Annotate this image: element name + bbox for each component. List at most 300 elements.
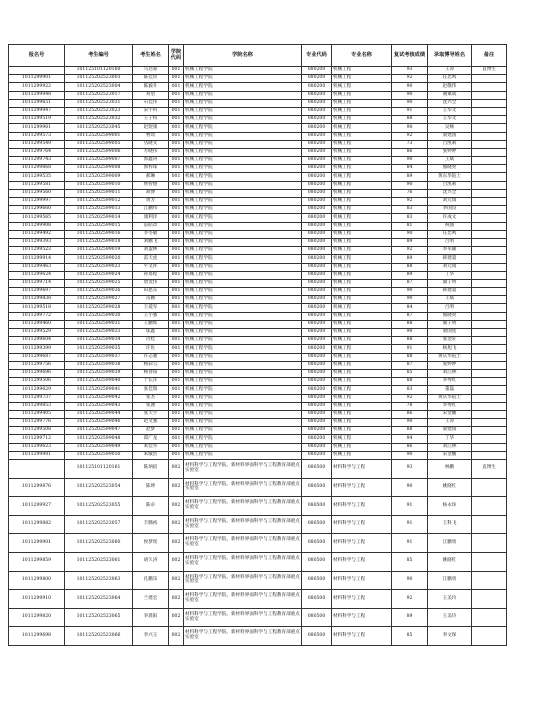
table-cell: 陈卓 (133, 497, 169, 516)
table-cell (472, 255, 507, 263)
table-cell: 001 (169, 443, 184, 451)
table-cell: 机械工程学院 (184, 140, 302, 148)
table-cell: 王华文 (428, 116, 472, 124)
table-cell: 姚晓红 (428, 552, 472, 571)
table-row (9, 329, 507, 337)
table-cell (472, 181, 507, 189)
table-cell: 杨永珍 (428, 497, 472, 516)
table-cell: 李国良 (428, 206, 472, 214)
table-cell (472, 263, 507, 271)
table-cell: 101125202599034 (65, 337, 133, 345)
table-cell: 90 (392, 296, 428, 304)
table-cell: 101125202599010 (65, 181, 133, 189)
table-cell: 080200 (302, 247, 332, 255)
table-row (9, 132, 507, 140)
table-cell: 1011299393 (9, 238, 65, 246)
table-cell: 90 (392, 83, 428, 91)
table-cell: 王斌 (428, 157, 472, 165)
table-cell: 郭鑫涛 (133, 157, 169, 165)
table-cell: 1011299859 (9, 552, 65, 571)
table-cell: 机械工程学院 (184, 107, 302, 115)
table-cell: 1011299737 (9, 394, 65, 402)
table-cell: 吴畅 (428, 124, 472, 132)
table-cell: 080200 (302, 320, 332, 328)
table-cell (472, 320, 507, 328)
table-cell: 江鹏勇 (428, 534, 472, 553)
table-cell: 90 (392, 451, 428, 459)
table-cell: 001 (169, 107, 184, 115)
table-cell: 方晓伟 (133, 148, 169, 156)
table-cell: 001 (169, 353, 184, 361)
table-row (9, 296, 507, 304)
table-cell: 88 (392, 263, 428, 271)
table-cell: 1011299997 (9, 198, 65, 206)
table-cell: 080200 (302, 132, 332, 140)
table-cell: 080500 (302, 552, 332, 571)
column-header: 录取博导姓名 (428, 45, 472, 67)
table-cell: 机械工程 (332, 230, 392, 238)
table-cell: 机械工程学院 (184, 361, 302, 369)
table-row (9, 427, 507, 435)
table-cell: 江鹏伟 (133, 206, 169, 214)
table-cell: 兰建宏 (133, 590, 169, 609)
table-cell: 郭梓琛 (133, 165, 169, 173)
table-cell (472, 271, 507, 279)
table-cell: 机械工程 (332, 296, 392, 304)
table-cell: 90 (392, 124, 428, 132)
table-cell: 材料科学与工程 (332, 534, 392, 553)
table-cell (472, 608, 507, 627)
table-cell: 93 (392, 460, 428, 479)
table-cell: 陈炳宿 (133, 460, 169, 479)
table-cell: 101125202599043 (65, 402, 133, 410)
table-row (9, 198, 507, 206)
table-cell: 祝强 (428, 222, 472, 230)
table-cell: 材料科学与工程 (332, 571, 392, 590)
table-cell: 1011299772 (9, 312, 65, 320)
table-row (9, 288, 507, 296)
table-cell (472, 329, 507, 337)
table-cell: 080200 (302, 107, 332, 115)
table-cell: 101125202599018 (65, 238, 133, 246)
table-cell: 梁建国 (428, 132, 472, 140)
table-cell (472, 534, 507, 553)
table-cell: 080200 (302, 329, 332, 337)
table-cell: 李冬敏 (133, 230, 169, 238)
table-cell: 89 (392, 238, 428, 246)
table-cell: 101125202599019 (65, 247, 133, 255)
table-cell (472, 247, 507, 255)
table-cell (472, 312, 507, 320)
table-cell: 机械工程 (332, 206, 392, 214)
table-cell: 沈兴全 (428, 189, 472, 197)
table-cell: 101125202523004 (65, 83, 133, 91)
table-cell: 机械工程学院 (184, 263, 302, 271)
table-cell: 001 (169, 320, 184, 328)
table-cell: 王爱军 (133, 304, 169, 312)
table-cell (472, 478, 507, 497)
table-cell: 黄庆华院士 (428, 394, 472, 402)
table-cell: 机械工程学院 (184, 271, 302, 279)
table-cell: 101125202599031 (65, 320, 133, 328)
table-cell: 雷天虎 (133, 255, 169, 263)
table-cell (472, 189, 507, 197)
table-cell: 87 (392, 312, 428, 320)
table-cell: 王涛 (428, 67, 472, 75)
table-cell: 101125202523045 (65, 124, 133, 132)
table-cell: 101125101120160 (65, 67, 133, 75)
table-cell: 机械工程学院 (184, 132, 302, 140)
table-cell: 1011299696 (9, 369, 65, 377)
table-cell: 101125202599025 (65, 279, 133, 287)
table-cell: 080500 (302, 608, 332, 627)
table-cell: 91 (392, 497, 428, 516)
table-cell: 1011299776 (9, 419, 65, 427)
table-cell: 刘元瑞 (428, 198, 472, 206)
table-cell: 吕凯莉 (428, 181, 472, 189)
table-row (9, 230, 507, 238)
table-row (9, 386, 507, 394)
table-cell: 材料科学与工程学院、新材料界面科学与工程教育部重点实验室 (184, 534, 302, 553)
table-cell: 1011299838 (9, 296, 65, 304)
table-cell: 101125202599024 (65, 271, 133, 279)
table-cell (472, 443, 507, 451)
table-cell: 002 (169, 552, 184, 571)
table-cell: 机械工程学院 (184, 378, 302, 386)
table-cell: 机械工程 (332, 337, 392, 345)
table-cell: 机械工程 (332, 132, 392, 140)
table-cell: 王子权 (133, 116, 169, 124)
table-cell: 机械工程学院 (184, 99, 302, 107)
table-cell: 机械工程 (332, 214, 392, 222)
table-cell: 080200 (302, 435, 332, 443)
table-cell: 001 (169, 255, 184, 263)
table-cell: 姚晓红 (428, 478, 472, 497)
table-cell: 材料科学与工程学院、新材料界面科学与工程教育部重点实验室 (184, 571, 302, 590)
table-cell: 材料科学与工程 (332, 552, 392, 571)
table-cell: 101125202599044 (65, 410, 133, 418)
table-cell: 机械工程 (332, 345, 392, 353)
table-cell: 89 (392, 608, 428, 627)
table-cell: 85 (392, 369, 428, 377)
table-cell: 080200 (302, 337, 332, 345)
table-cell: 002 (169, 497, 184, 516)
table-cell: 1011299549 (9, 140, 65, 148)
table-cell: 001 (169, 402, 184, 410)
table-cell: 080500 (302, 571, 332, 590)
table-cell: 材料科学与工程学院、新材料界面科学与工程教育部重点实验室 (184, 590, 302, 609)
table-cell: 机械工程 (332, 320, 392, 328)
table-cell: 1011299405 (9, 410, 65, 418)
table-cell: 材料科学与工程学院、新材料界面科学与工程教育部重点实验室 (184, 515, 302, 534)
table-cell: 001 (169, 238, 184, 246)
table-row (9, 124, 507, 132)
table-cell: 机械工程 (332, 124, 392, 132)
table-cell: 1011299460 (9, 320, 65, 328)
table-cell (472, 238, 507, 246)
table-cell: 1011299604 (9, 337, 65, 345)
table-cell: 1011299506 (9, 378, 65, 386)
table-cell: 101125202523031 (65, 99, 133, 107)
table-cell: 88 (392, 116, 428, 124)
table-row (9, 116, 507, 124)
table-cell: 康利洋 (133, 214, 169, 222)
table-cell: 黄芳 (133, 198, 169, 206)
table-row (9, 165, 507, 173)
table-cell: 石佳伟 (133, 99, 169, 107)
table-cell (472, 345, 507, 353)
table-cell: 1011299764 (9, 148, 65, 156)
table-cell: 001 (169, 67, 184, 75)
table-cell: 梁建国 (428, 427, 472, 435)
table-row (9, 410, 507, 418)
table-cell: 101125202599020 (65, 255, 133, 263)
column-header: 专业名称 (332, 45, 392, 67)
table-cell: 机械工程学院 (184, 451, 302, 459)
table-cell: 直博生 (472, 460, 507, 479)
table-cell (472, 230, 507, 238)
table-cell (472, 369, 507, 377)
table-cell: 90 (392, 157, 428, 165)
table-cell: 91 (392, 534, 428, 553)
table-cell: 90 (392, 329, 428, 337)
table-cell: 机械工程学院 (184, 402, 302, 410)
table-cell: 马达豪 (133, 67, 169, 75)
table-cell: 刘鹏飞 (133, 238, 169, 246)
table-cell: 080500 (302, 478, 332, 497)
table-cell: 001 (169, 271, 184, 279)
table-cell: 81 (392, 222, 428, 230)
table-cell: 92 (392, 132, 428, 140)
table-cell: 001 (169, 394, 184, 402)
table-cell (472, 165, 507, 173)
table-cell: 1011299463 (9, 263, 65, 271)
table-cell: 李晨阳 (133, 608, 169, 627)
table-cell: 101125202523065 (65, 608, 133, 627)
table-cell: 080200 (302, 353, 332, 361)
table-cell: 080200 (302, 402, 332, 410)
table-cell: 001 (169, 214, 184, 222)
table-cell: 许成文 (428, 214, 472, 222)
table-row (9, 443, 507, 451)
table-cell: 78 (392, 402, 428, 410)
table-cell: 080200 (302, 410, 332, 418)
table-cell: 吕明 (428, 304, 472, 312)
table-cell: 机械工程学院 (184, 83, 302, 91)
table-cell: 1011299927 (9, 497, 65, 516)
table-cell: 侯梦瑶 (133, 534, 169, 553)
table-cell: 83 (392, 214, 428, 222)
table-cell: 001 (169, 419, 184, 427)
table-cell: 101125202523061 (65, 552, 133, 571)
table-cell (472, 451, 507, 459)
table-cell: 机械工程学院 (184, 75, 302, 83)
column-header: 复试考核成绩 (392, 45, 428, 67)
table-cell: 1011299660 (9, 206, 65, 214)
table-cell: 机械工程学院 (184, 198, 302, 206)
column-header: 专业代码 (302, 45, 332, 67)
table-cell: 002 (169, 534, 184, 553)
table-cell: 001 (169, 181, 184, 189)
table-cell: 1011299523 (9, 247, 65, 255)
table-cell: 刘元瑞 (428, 263, 472, 271)
table-cell: 080500 (302, 534, 332, 553)
table-cell: 91 (392, 107, 428, 115)
table-cell: 1011299399 (9, 345, 65, 353)
table-cell: 86 (392, 148, 428, 156)
table-cell: 101125202523066 (65, 627, 133, 646)
table-cell: 1011299868 (9, 165, 65, 173)
table-cell: 101125202599015 (65, 222, 133, 230)
table-row (9, 181, 507, 189)
table-cell: 1011299914 (9, 255, 65, 263)
table-cell: 1011299623 (9, 443, 65, 451)
table-cell: 001 (169, 157, 184, 165)
table-cell (472, 590, 507, 609)
table-cell: 丁华 (428, 435, 472, 443)
table-cell: 101125202599009 (65, 173, 133, 181)
table-cell (472, 173, 507, 181)
table-row (9, 99, 507, 107)
table-cell: 1011299687 (9, 353, 65, 361)
table-cell (472, 427, 507, 435)
table-cell: 101125202599012 (65, 198, 133, 206)
table-cell: 1011299800 (9, 571, 65, 590)
table-cell: 001 (169, 132, 184, 140)
table-cell: 机械工程 (332, 312, 392, 320)
table-row (9, 157, 507, 165)
table-cell: 89 (392, 173, 428, 181)
table-row (9, 206, 507, 214)
table-cell (472, 99, 507, 107)
table-cell (472, 198, 507, 206)
table-cell: 001 (169, 206, 184, 214)
table-cell: 002 (169, 478, 184, 497)
table-cell (472, 410, 507, 418)
table-cell: 080200 (302, 189, 332, 197)
table-cell: 001 (169, 329, 184, 337)
table-cell: 材料科学与工程 (332, 497, 392, 516)
table-cell (472, 515, 507, 534)
table-cell: 机械工程 (332, 140, 392, 148)
table-cell: 机械工程学院 (184, 222, 302, 230)
table-cell: 丰腾裕 (133, 515, 169, 534)
table-cell: 1011299629 (9, 386, 65, 394)
table-cell: 机械工程 (332, 148, 392, 156)
table-row (9, 419, 507, 427)
table-cell (472, 304, 507, 312)
table-cell: 92 (392, 198, 428, 206)
table-cell: 机械工程学院 (184, 181, 302, 189)
table-cell: 101125202599013 (65, 206, 133, 214)
table-cell: 1011299981 (9, 451, 65, 459)
table-row (9, 435, 507, 443)
table-cell: 1011299529 (9, 329, 65, 337)
table-cell: 机械工程 (332, 435, 392, 443)
table-cell: 101125202523054 (65, 478, 133, 497)
table-cell: 76 (392, 189, 428, 197)
table-cell: 许志强 (133, 353, 169, 361)
table-cell: 101125202523023 (65, 107, 133, 115)
table-cell: 机械工程学院 (184, 394, 302, 402)
table-cell: 002 (169, 627, 184, 646)
table-cell: 刘盈林 (133, 247, 169, 255)
table-cell: 1011299698 (9, 627, 65, 646)
table-cell: 001 (169, 222, 184, 230)
table-cell: 080200 (302, 75, 332, 83)
table-cell: 1011299961 (9, 124, 65, 132)
table-cell: 080200 (302, 165, 332, 173)
table-cell: 001 (169, 288, 184, 296)
table-cell: 韩建超 (428, 255, 472, 263)
table-cell: 080500 (302, 515, 332, 534)
table-cell: 1011299508 (9, 427, 65, 435)
table-cell: 080200 (302, 419, 332, 427)
table-cell: 080200 (302, 124, 332, 132)
table-cell: 94 (392, 435, 428, 443)
table-cell: 机械工程 (332, 402, 392, 410)
table-cell: 080200 (302, 361, 332, 369)
table-cell: 机械工程 (332, 157, 392, 165)
table-cell: 机械工程学院 (184, 427, 302, 435)
table-cell: 机械工程 (332, 116, 392, 124)
table-cell: 001 (169, 263, 184, 271)
table-cell: 88 (392, 320, 428, 328)
table-cell: 胡久涛 (133, 552, 169, 571)
table-cell: 080500 (302, 497, 332, 516)
table-cell: 101125202523017 (65, 91, 133, 99)
table-cell: 吕凯莉 (428, 140, 472, 148)
table-cell: 101125202599007 (65, 157, 133, 165)
table-cell: 1011299714 (9, 279, 65, 287)
table-cell: 080200 (302, 238, 332, 246)
table-cell: 101125101120161 (65, 460, 133, 479)
table-cell (472, 279, 507, 287)
table-cell: 郑广龙 (133, 435, 169, 443)
table-cell: 001 (169, 148, 184, 156)
table-cell: 101125202599014 (65, 214, 133, 222)
table-row (9, 361, 507, 369)
table-cell: 材料科学与工程学院、新材料界面科学与工程教育部重点实验室 (184, 627, 302, 646)
table-cell: 001 (169, 173, 184, 181)
table-cell: 83 (392, 206, 428, 214)
table-cell: 机械工程 (332, 353, 392, 361)
table-cell (472, 91, 507, 99)
table-cell: 机械工程 (332, 247, 392, 255)
table-cell: 唐龙伟 (133, 279, 169, 287)
table-cell: 90 (392, 99, 428, 107)
table-cell: 1011299876 (9, 478, 65, 497)
table-cell (472, 394, 507, 402)
table-row (9, 353, 507, 361)
table-cell (472, 116, 507, 124)
table-cell: 杨旭飞 (428, 345, 472, 353)
table-cell: 001 (169, 361, 184, 369)
table-row (9, 497, 507, 516)
table-cell: 101125202599041 (65, 386, 133, 394)
table-cell: 101125202599038 (65, 361, 133, 369)
table-cell: 机械工程 (332, 222, 392, 230)
table-cell: 杨春雨 (133, 369, 169, 377)
table-cell: 85 (392, 552, 428, 571)
table-cell: 机械工程学院 (184, 189, 302, 197)
table-cell: 机械工程学院 (184, 337, 302, 345)
table-cell: 侯智德 (133, 181, 169, 189)
table-cell: 001 (169, 410, 184, 418)
table-cell: 赵文强 (133, 419, 169, 427)
table-cell: 赵梦 (133, 427, 169, 435)
table-cell: 101125202599037 (65, 353, 133, 361)
